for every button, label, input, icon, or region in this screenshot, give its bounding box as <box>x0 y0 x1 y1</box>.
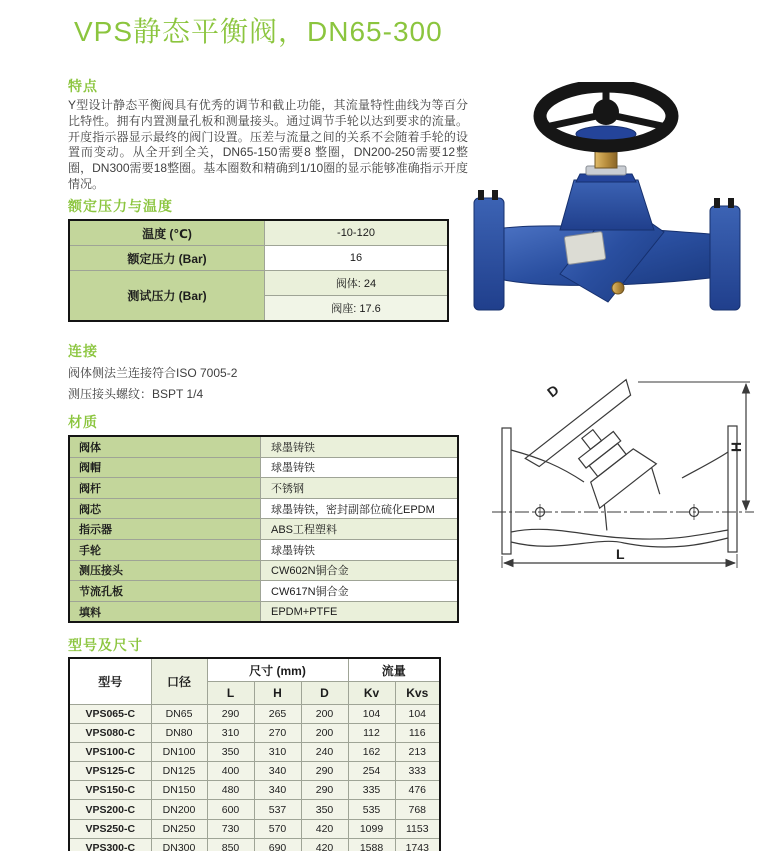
cell-kvs: 768 <box>395 800 440 819</box>
table-row <box>69 581 458 602</box>
table-row <box>69 724 440 743</box>
table-row <box>69 838 440 851</box>
cell-h: 340 <box>254 762 301 781</box>
cell-model: VPS065-C <box>69 705 151 724</box>
cell-l: 480 <box>207 781 254 800</box>
table-row <box>69 819 440 838</box>
cell-bore: DN65 <box>151 705 207 724</box>
cell-kvs: 333 <box>395 762 440 781</box>
pressure-temp-value: -10-120 <box>265 220 449 246</box>
cell-kv: 254 <box>348 762 395 781</box>
dimension-drawing <box>478 366 770 578</box>
cell-h: 570 <box>254 819 301 838</box>
material-value: 球墨铸铁 <box>261 539 459 560</box>
material-part: 阀体 <box>69 436 261 457</box>
cell-model: VPS300-C <box>69 838 151 851</box>
header-l: L <box>207 682 254 705</box>
material-part: 测压接头 <box>69 560 261 581</box>
cell-kv: 162 <box>348 743 395 762</box>
header-dims: 尺寸 (mm) <box>207 658 348 682</box>
cell-l: 850 <box>207 838 254 851</box>
section-features <box>68 76 468 193</box>
table-row <box>69 705 440 724</box>
pressure-rated-label: 额定压力 (Bar) <box>69 246 265 271</box>
cell-kv: 112 <box>348 724 395 743</box>
material-part: 阀芯 <box>69 498 261 519</box>
table-row <box>69 271 448 296</box>
cell-bore: DN150 <box>151 781 207 800</box>
material-value: EPDM+PTFE <box>261 601 459 622</box>
cell-bore: DN300 <box>151 838 207 851</box>
material-value: CW617N铜合金 <box>261 581 459 602</box>
cell-kv: 1099 <box>348 819 395 838</box>
cell-l: 310 <box>207 724 254 743</box>
cell-model: VPS100-C <box>69 743 151 762</box>
material-value: ABS工程塑料 <box>261 519 459 540</box>
material-part: 节流孔板 <box>69 581 261 602</box>
cell-d: 200 <box>301 724 348 743</box>
table-row <box>69 498 458 519</box>
cell-bore: DN200 <box>151 800 207 819</box>
connection-line1: 阀体侧法兰连接符合ISO 7005-2 <box>68 366 238 380</box>
cell-l: 350 <box>207 743 254 762</box>
product-photo <box>468 82 748 312</box>
cell-d: 290 <box>301 762 348 781</box>
material-value: 球墨铸铁 <box>261 457 459 478</box>
cell-kvs: 116 <box>395 724 440 743</box>
pressure-heading: 额定压力与温度 <box>68 198 173 214</box>
material-part: 手轮 <box>69 539 261 560</box>
features-heading: 特点 <box>68 78 98 94</box>
drawing-label-l: L <box>616 546 625 562</box>
cell-d: 350 <box>301 800 348 819</box>
header-kv: Kv <box>348 682 395 705</box>
cell-bore: DN125 <box>151 762 207 781</box>
materials-table <box>68 435 459 623</box>
cell-model: VPS125-C <box>69 762 151 781</box>
cell-l: 400 <box>207 762 254 781</box>
cell-model: VPS250-C <box>69 819 151 838</box>
cell-h: 690 <box>254 838 301 851</box>
cell-kvs: 1743 <box>395 838 440 851</box>
cell-h: 310 <box>254 743 301 762</box>
material-part: 填料 <box>69 601 261 622</box>
cell-d: 420 <box>301 838 348 851</box>
drawing-label-d: D <box>543 381 562 401</box>
features-body: Y型设计静态平衡阀具有优秀的调节和截止功能，其流量特性曲线为等百分比特性。拥有内置测量孔板和测量接头。通过调节手轮以达到要求的流量。开度指示器显示最终的阀门设置。压差与流量之间的关系不会随着手轮的设置而变动。从全开到全关，DN65-150需要8 整圈，DN200-250需要12整圈，DN300需要18整圈。基本圈数和精确到1/10圈的显示能够准确指示开度情况。 <box>68 98 468 191</box>
cell-d: 200 <box>301 705 348 724</box>
cell-kvs: 213 <box>395 743 440 762</box>
cell-model: VPS200-C <box>69 800 151 819</box>
cell-d: 420 <box>301 819 348 838</box>
cell-bore: DN250 <box>151 819 207 838</box>
valve-drawing-illustration <box>478 366 770 578</box>
table-row <box>69 762 440 781</box>
material-value: 球墨铸铁，密封副部位硫化EPDM <box>261 498 459 519</box>
table-row <box>69 800 440 819</box>
table-row <box>69 436 458 457</box>
drawing-label-h: H <box>728 441 744 452</box>
connection-heading: 连接 <box>68 343 98 359</box>
material-value: 球墨铸铁 <box>261 436 459 457</box>
page-title: VPS静态平衡阀，DN65-300 <box>74 16 443 47</box>
table-row <box>69 539 458 560</box>
cell-kvs: 104 <box>395 705 440 724</box>
materials-heading: 材质 <box>68 414 98 430</box>
pressure-table <box>68 219 449 322</box>
cell-kv: 104 <box>348 705 395 724</box>
models-heading: 型号及尺寸 <box>68 637 143 653</box>
header-bore: 口径 <box>151 658 207 705</box>
header-kvs: Kvs <box>395 682 440 705</box>
cell-kv: 1588 <box>348 838 395 851</box>
cell-bore: DN100 <box>151 743 207 762</box>
table-row <box>69 519 458 540</box>
table-header-row <box>69 658 440 682</box>
header-flow: 流量 <box>348 658 440 682</box>
material-part: 阀杆 <box>69 478 261 499</box>
section-connection <box>68 341 468 403</box>
pressure-test-body: 阀体: 24 <box>265 271 449 296</box>
cell-kvs: 1153 <box>395 819 440 838</box>
cell-h: 265 <box>254 705 301 724</box>
cell-model: VPS080-C <box>69 724 151 743</box>
material-part: 阀帽 <box>69 457 261 478</box>
cell-h: 340 <box>254 781 301 800</box>
table-row <box>69 220 448 246</box>
table-row <box>69 560 458 581</box>
cell-kvs: 476 <box>395 781 440 800</box>
valve-photo-illustration <box>468 82 748 312</box>
cell-kv: 335 <box>348 781 395 800</box>
cell-h: 537 <box>254 800 301 819</box>
cell-kv: 535 <box>348 800 395 819</box>
header-h: H <box>254 682 301 705</box>
table-row <box>69 478 458 499</box>
material-value: 不锈钢 <box>261 478 459 499</box>
table-row <box>69 743 440 762</box>
cell-d: 240 <box>301 743 348 762</box>
cell-l: 600 <box>207 800 254 819</box>
cell-l: 730 <box>207 819 254 838</box>
header-d: D <box>301 682 348 705</box>
material-value: CW602N铜合金 <box>261 560 459 581</box>
cell-model: VPS150-C <box>69 781 151 800</box>
table-row <box>69 601 458 622</box>
material-part: 指示器 <box>69 519 261 540</box>
connection-line2: 测压接头螺纹：BSPT 1/4 <box>68 387 204 401</box>
table-row <box>69 457 458 478</box>
pressure-rated-value: 16 <box>265 246 449 271</box>
cell-bore: DN80 <box>151 724 207 743</box>
header-model: 型号 <box>69 658 151 705</box>
cell-d: 290 <box>301 781 348 800</box>
pressure-test-seat: 阀座: 17.6 <box>265 296 449 322</box>
table-row <box>69 781 440 800</box>
pressure-temp-label: 温度 (℃) <box>69 220 265 246</box>
cell-h: 270 <box>254 724 301 743</box>
models-table <box>68 657 441 851</box>
table-row <box>69 246 448 271</box>
cell-l: 290 <box>207 705 254 724</box>
pressure-test-label: 测试压力 (Bar) <box>69 271 265 322</box>
